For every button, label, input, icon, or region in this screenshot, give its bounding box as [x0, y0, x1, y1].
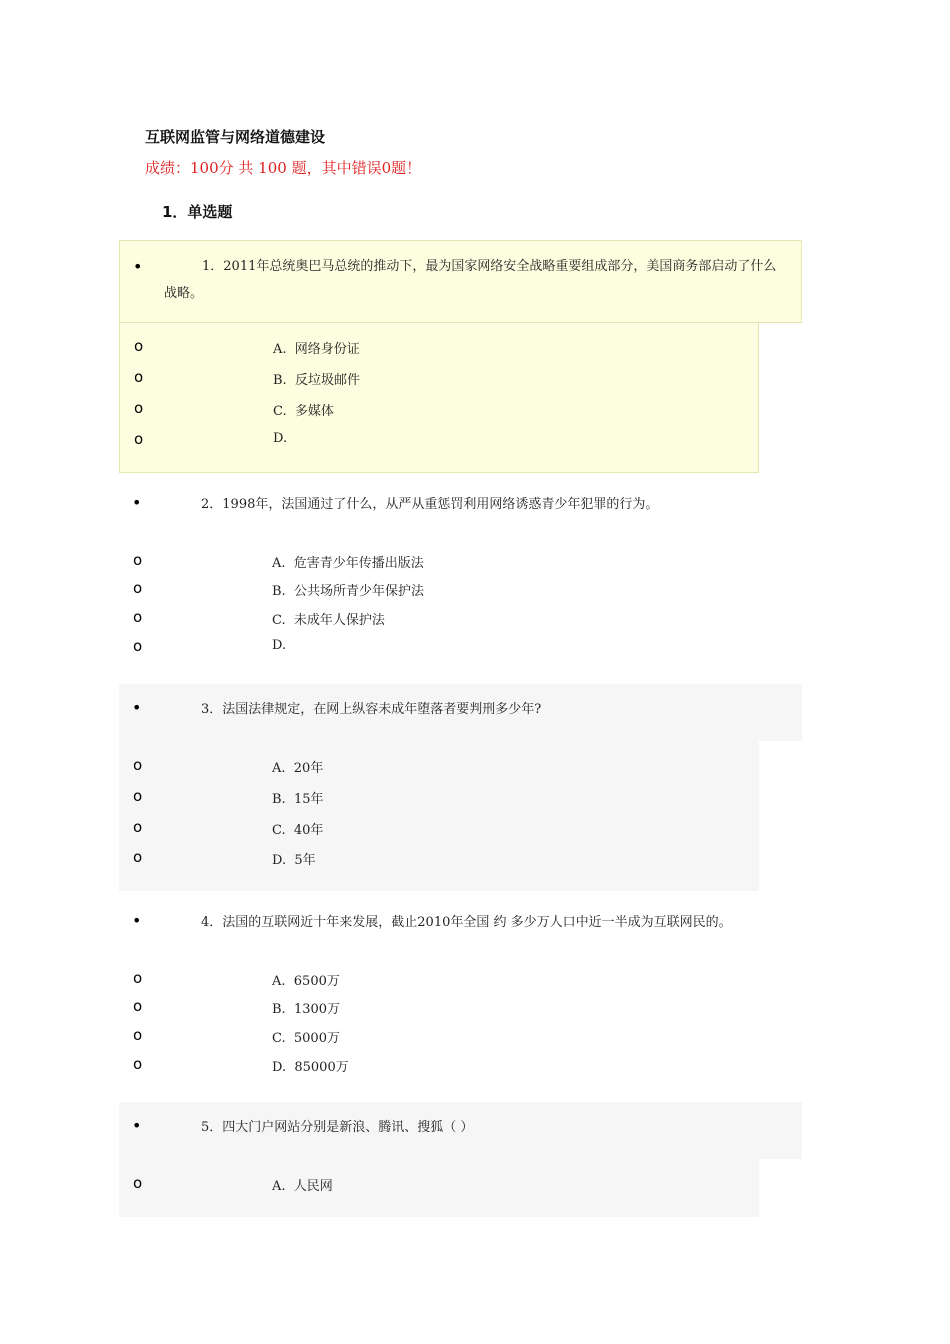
option-label: D. 5年 — [272, 853, 316, 868]
options-5 — [119, 1159, 759, 1217]
radio-circle-icon: o — [133, 1055, 143, 1073]
radio-circle-icon: o — [134, 368, 144, 386]
question-text: 5．四大门户网站分别是新浪、腾讯、搜狐（ ） — [201, 1120, 474, 1135]
bullet-icon: • — [132, 911, 142, 930]
option-b[interactable] — [119, 784, 759, 812]
option-label: B. 公共场所青少年保护法 — [272, 584, 424, 599]
option-c[interactable] — [119, 815, 759, 843]
option-c[interactable] — [119, 1023, 759, 1051]
radio-circle-icon: o — [133, 997, 143, 1015]
options-4 — [119, 966, 759, 1084]
radio-circle-icon: o — [133, 1174, 143, 1192]
option-label: B. 1300万 — [272, 1002, 341, 1017]
radio-circle-icon: o — [133, 579, 143, 597]
question-text: 4．法国的互联网近十年来发展，截止2010年全国 约 多少万人口中近一半成为互联网民的。 — [201, 915, 732, 930]
bullet-icon: • — [133, 257, 143, 276]
option-d[interactable] — [119, 845, 759, 873]
radio-circle-icon: o — [133, 637, 143, 655]
radio-circle-icon: o — [133, 848, 143, 866]
option-label: A. 人民网 — [272, 1179, 333, 1194]
option-label: D. — [272, 638, 287, 653]
option-c[interactable] — [119, 605, 759, 633]
radio-circle-icon: o — [133, 1026, 143, 1044]
option-label: B. 15年 — [272, 792, 324, 807]
option-a[interactable] — [119, 548, 759, 576]
question-text: 2．1998年，法国通过了什么，从严从重惩罚利用网络诱惑青少年犯罪的行为。 — [201, 497, 659, 512]
option-label: D. — [273, 431, 288, 446]
option-label: A. 危害青少年传播出版法 — [272, 556, 424, 571]
bullet-icon: • — [132, 493, 142, 512]
option-label: C. 5000万 — [272, 1031, 340, 1046]
options-1 — [119, 323, 759, 473]
page-title: 互联网监管与网络道德建设 — [145, 128, 326, 146]
option-c[interactable] — [120, 396, 760, 424]
radio-circle-icon: o — [134, 399, 144, 417]
option-a[interactable] — [120, 334, 760, 362]
option-a[interactable] — [119, 1171, 759, 1199]
option-label: A. 网络身份证 — [273, 342, 360, 357]
option-d[interactable] — [119, 634, 759, 662]
question-text: 1．2011年总统奥巴马总统的推动下，最为国家网络安全战略重要组成部分，美国商务部启动了什么战略。 — [164, 259, 777, 301]
option-label: D. 85000万 — [272, 1060, 349, 1075]
option-label: C. 多媒体 — [273, 404, 334, 419]
option-label: C. 40年 — [272, 823, 324, 838]
question-2 — [119, 484, 802, 534]
radio-circle-icon: o — [133, 608, 143, 626]
question-5 — [119, 1102, 802, 1159]
question-3 — [119, 684, 802, 741]
option-b[interactable] — [119, 994, 759, 1022]
question-1 — [119, 240, 802, 323]
radio-circle-icon: o — [134, 430, 144, 448]
option-label: A. 6500万 — [272, 974, 340, 989]
score-summary: 成绩：100分 共 100 题，其中错误0题！ — [145, 159, 422, 177]
radio-circle-icon: o — [133, 818, 143, 836]
option-d[interactable] — [120, 427, 760, 455]
option-label: A. 20年 — [272, 761, 324, 776]
option-label: C. 未成年人保护法 — [272, 613, 385, 628]
option-a[interactable] — [119, 753, 759, 781]
bullet-icon: • — [132, 1116, 142, 1135]
option-d[interactable] — [119, 1052, 759, 1080]
options-2 — [119, 548, 759, 666]
question-text: 3．法国法律规定，在网上纵容未成年堕落者要判刑多少年? — [201, 702, 542, 717]
question-4 — [119, 902, 802, 952]
option-b[interactable] — [120, 365, 760, 393]
radio-circle-icon: o — [133, 756, 143, 774]
bullet-icon: • — [132, 698, 142, 717]
radio-circle-icon: o — [133, 969, 143, 987]
radio-circle-icon: o — [133, 551, 143, 569]
option-label: B. 反垃圾邮件 — [273, 373, 360, 388]
radio-circle-icon: o — [134, 337, 144, 355]
option-b[interactable] — [119, 576, 759, 604]
radio-circle-icon: o — [133, 787, 143, 805]
options-3 — [119, 741, 759, 891]
section-heading: 1．单选题 — [162, 203, 233, 221]
option-a[interactable] — [119, 966, 759, 994]
